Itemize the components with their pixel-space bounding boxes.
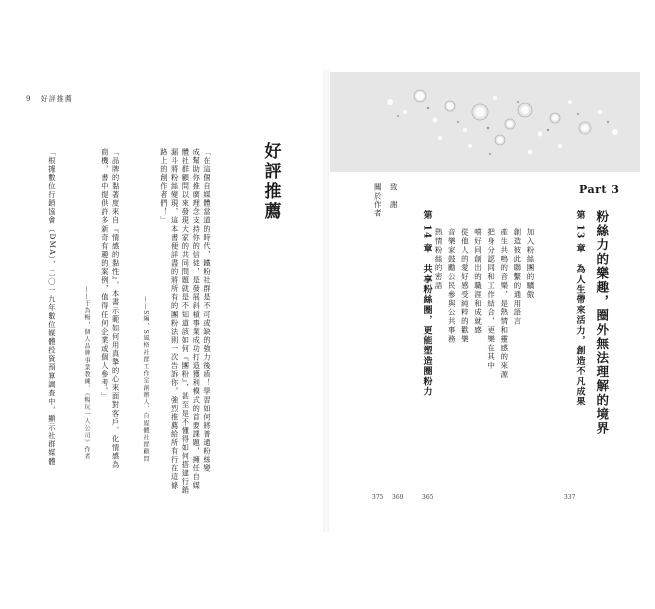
chapter-14-title: 共享粉絲圈，更能塑造圈粉力 [421,264,432,397]
quote-1-line: 漏斗將粉絲變現，這本書便詳盡的將所有的團粉法則一次告訴你，強烈推薦給所有行在這條 [170,148,180,490]
section-item[interactable]: 嘻好同創出的職涯和成就感 [473,228,483,335]
part-label: Part 3 [579,183,620,196]
quote-1-line: 成幫助你推廣理念支持你的信徒，是發展斜槓事業成功打造獲利模式的首要課題，擁任自媒 [192,148,202,490]
part-title: 粉絲力的樂趣，圈外無法理解的境界 [594,210,610,436]
about-author-entry[interactable]: 關於作者 [373,183,383,218]
section-item[interactable]: 加入粉絲團的驕傲 [526,228,535,300]
quote-1-attribution: ——S編，S風格社群工作室創辦人、自媒體社群顧問 [142,296,149,463]
chapter-13-label: 第 13 章 [574,210,585,254]
quote-1 [158,148,212,495]
running-header [26,94,73,104]
about-author-page: 375 [372,494,384,501]
thanks-entry[interactable]: 致 謝 [389,183,399,210]
sparkle-pattern [330,72,640,172]
chapter-13-sections [432,228,537,379]
quote-2-line: 「品牌的黏著度來自『情感的黏性』，本書示範如何用真摯的心來面對客戶、化情感為 [111,148,121,470]
chapter-13-title: 為人生帶來活力，創造不凡成果 [574,264,585,408]
chapter-14-page: 365 [422,494,434,501]
quote-2-line: 商機，書中提供許多新奇有趣的案例，值得任何企業或個人參考。」 [100,148,110,401]
page-title: 好評推薦 [260,142,281,222]
section-item[interactable]: 從他人的愛好感受純粹的歡樂 [460,228,470,344]
section-item[interactable]: 把身分認同和工作結合，更樂在其中 [486,228,496,371]
quote-1-line: 體社群顧問以來發現大家的共同問題就是不知道該如何『團粉』，甚至是不懂得如何搭建行銷 [181,148,191,495]
section-item[interactable]: 產生共鳴的音樂，是熱情和靈感的來源 [499,228,509,380]
quote-1-line: 路上的創作者們！」 [159,148,169,225]
quote-2-attribution: ——于為暢，個人品牌事業教練、《暢玩一人公司》作者 [83,286,90,461]
page-gutter [323,70,329,532]
quote-3-line: 「根據數位行銷協會（DMA），二〇一九年數位媒體投資預算調查中，顯示社群媒體 [47,148,57,467]
quote-3 [46,148,57,466]
running-head-text: 好評推薦 [40,95,73,103]
chapter-13-heading [572,210,586,407]
quote-1-line: 「在這個自媒體當道的時代，鐵粉社群是不可或缺的強力後盾！學習如何將普通粉絲變 [202,148,212,473]
chapter-14-heading [419,210,433,397]
quote-2 [99,148,121,469]
page-number: 9 [26,95,32,103]
section-item[interactable]: 創造彼此聯繫的通用語言 [512,228,522,326]
section-item[interactable]: 音樂家鼓勵公民參與公共事務 [447,228,457,344]
part-banner-image [330,72,640,172]
chapter-13-page: 337 [564,494,576,501]
chapter-14-label: 第 14 章 [421,210,432,254]
section-item[interactable]: 熱情粉絲的密語 [434,228,444,291]
thanks-page: 369 [392,494,404,501]
